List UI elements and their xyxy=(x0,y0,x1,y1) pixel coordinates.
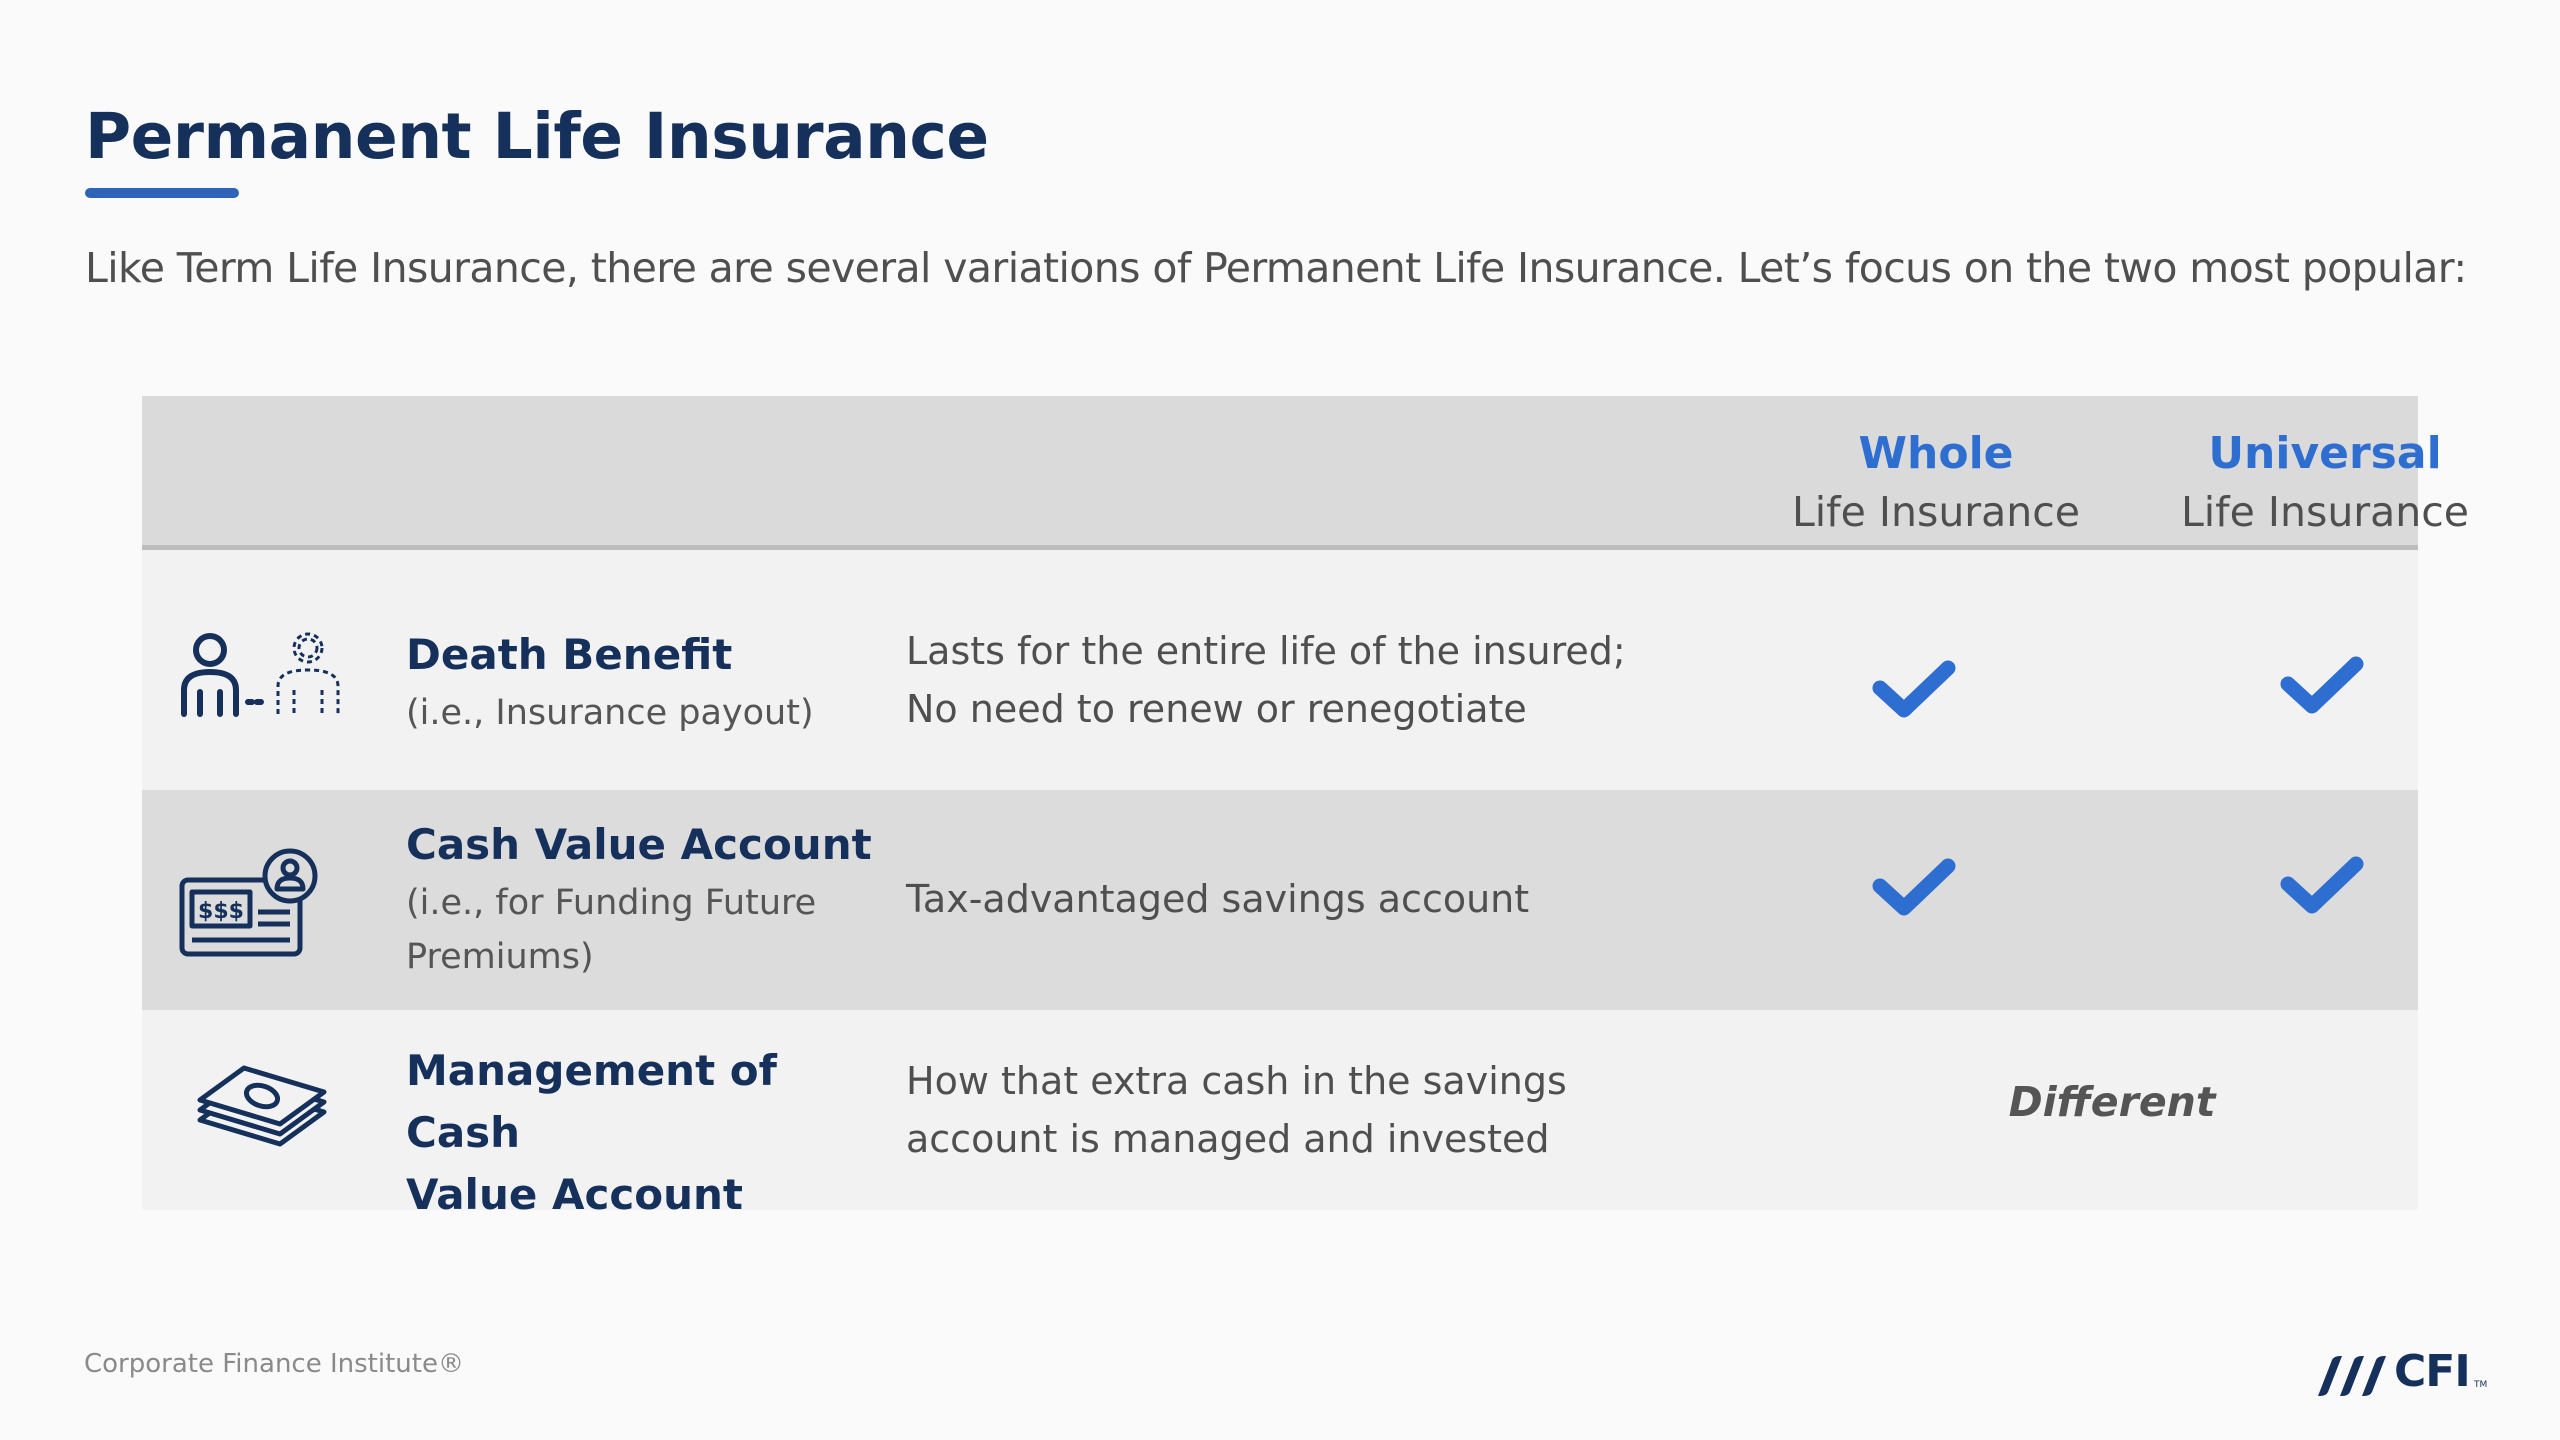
logo-mark-icon xyxy=(2314,1344,2390,1400)
column-name: Whole xyxy=(1858,428,2014,479)
column-header-universal xyxy=(2145,426,2505,542)
column-subtitle: Life Insurance xyxy=(2180,488,2470,536)
page-subtitle: Like Term Life Insurance, there are several variations of Permanent Life Insurance. Let’s focus on the two most popular: xyxy=(85,244,2467,292)
comparison-table xyxy=(142,396,2470,1219)
table-row xyxy=(142,1010,2418,1219)
description-cell xyxy=(906,622,1666,738)
page-title: Permanent Life Insurance xyxy=(85,100,989,173)
feature-cell xyxy=(406,814,876,984)
logo-text: CFI xyxy=(2394,1346,2470,1397)
checkmark-icon xyxy=(1872,856,1956,922)
description-cell xyxy=(906,870,1666,928)
title-underline xyxy=(85,188,239,198)
feature-name: Cash Value Account xyxy=(406,820,872,869)
people-icon xyxy=(178,630,348,720)
footer-credit: Corporate Finance Institute® xyxy=(84,1349,464,1379)
checkmark-icon xyxy=(2280,854,2364,920)
feature-cell xyxy=(406,1040,876,1226)
table-header xyxy=(142,396,2470,550)
column-name: Universal xyxy=(2208,428,2442,479)
description-cell xyxy=(906,1052,1666,1168)
feature-name: Death Benefit xyxy=(406,630,733,679)
logo-trademark: TM xyxy=(2474,1380,2488,1390)
column-header-whole xyxy=(1756,426,2116,542)
table-row xyxy=(142,550,2418,790)
feature-cell xyxy=(406,624,876,740)
description-line: Tax-advantaged savings account xyxy=(906,877,1530,921)
cash-stack-icon xyxy=(196,1064,328,1152)
feature-name: Management of Cash xyxy=(406,1046,777,1157)
description-line: No need to renew or renegotiate xyxy=(906,687,1527,731)
feature-name: Value Account xyxy=(406,1170,743,1219)
description-line: account is managed and invested xyxy=(906,1117,1550,1161)
savings-account-icon xyxy=(178,846,318,958)
feature-note: (i.e., Insurance payout) xyxy=(406,693,814,733)
svg-text:$$$: $$$ xyxy=(198,899,244,924)
description-line: Lasts for the entire life of the insured; xyxy=(906,629,1626,673)
cfi-logo xyxy=(2314,1344,2488,1400)
feature-note: Premiums) xyxy=(406,937,594,977)
feature-note: (i.e., for Funding Future xyxy=(406,883,817,923)
column-subtitle: Life Insurance xyxy=(1791,488,2081,536)
comparison-value: Different xyxy=(2008,1078,2216,1126)
description-line: How that extra cash in the savings xyxy=(906,1059,1567,1103)
checkmark-icon xyxy=(2280,654,2364,720)
checkmark-icon xyxy=(1872,658,1956,724)
table-row xyxy=(142,790,2418,1010)
